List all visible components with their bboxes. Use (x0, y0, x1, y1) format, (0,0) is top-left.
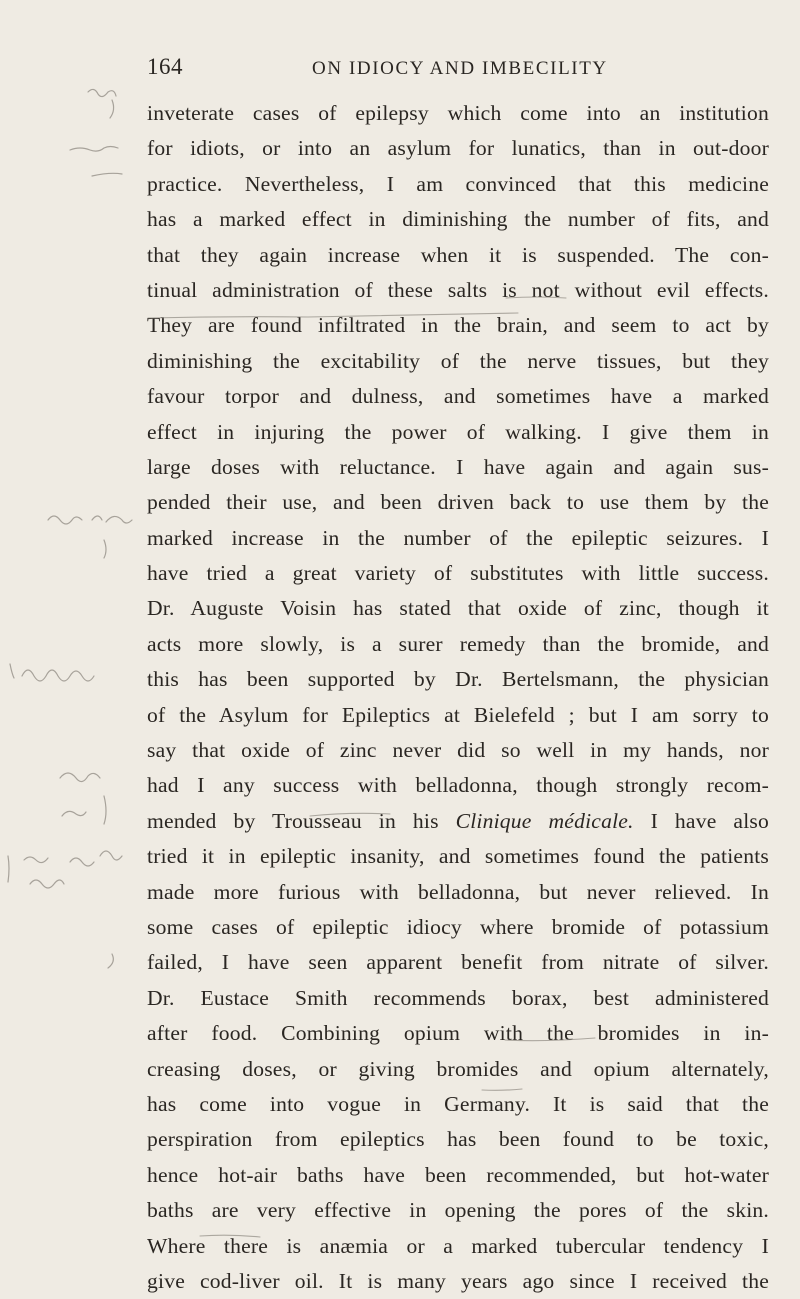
text-line: of the Asylum for Epileptics at Bielefeld ; but I am sorry to (147, 702, 769, 727)
text-line: have tried a great variety of substitutes with little success. (147, 561, 769, 586)
text-line: tried it in epileptic insanity, and sometimes found the patients (147, 844, 769, 869)
text-segment: I have also (633, 808, 769, 833)
text-line: after food. Combining opium with the bromides in in- (147, 1021, 769, 1046)
text-line: effect in injuring the power of walking. I give them in (147, 419, 769, 444)
text-line: give cod-liver oil. It is many years ago since I received the (147, 1268, 769, 1293)
running-title: ON IDIOCY AND IMBECILITY (312, 58, 608, 79)
page-number: 164 (147, 54, 183, 79)
text-line: large doses with reluctance. I have again and again sus- (147, 454, 769, 479)
text-line: for idiots, or into an asylum for lunatics, than in out-door (147, 136, 769, 161)
text-line: baths are very effective in opening the pores of the skin. (147, 1198, 769, 1223)
text-line-with-italic (147, 804, 769, 839)
text-line: that they again increase when it is suspended. The con- (147, 242, 769, 267)
text-segment: mended by Trousseau in his (147, 808, 456, 833)
text-line: practice. Nevertheless, I am convinced that this medicine (147, 171, 769, 196)
text-line: creasing doses, or giving bromides and opium alternately, (147, 1056, 769, 1081)
text-line: acts more slowly, is a surer remedy than the bromide, and (147, 631, 769, 656)
text-line: failed, I have seen apparent benefit from nitrate of silver. (147, 950, 769, 975)
text-line: pended their use, and been driven back to use them by the (147, 490, 769, 515)
text-line: favour torpor and dulness, and sometimes have a marked (147, 384, 769, 409)
text-line: had I any success with belladonna, though strongly recom- (147, 773, 769, 798)
text-line: Dr. Auguste Voisin has stated that oxide of zinc, though it (147, 596, 769, 621)
text-line: has a marked effect in diminishing the number of fits, and (147, 207, 769, 232)
book-title-italic: Clinique médicale. (455, 808, 634, 833)
text-line: hence hot-air baths have been recommended, but hot-water (147, 1162, 769, 1187)
text-line: this has been supported by Dr. Bertelsmann, the physician (147, 667, 769, 692)
text-line: marked increase in the number of the epileptic seizures. I (147, 525, 769, 550)
text-line: has come into vogue in Germany. It is said that the (147, 1091, 769, 1116)
text-line: inveterate cases of epilepsy which come into an institution (147, 101, 769, 125)
body-text (147, 96, 769, 1299)
text-line: made more furious with belladonna, but never relieved. In (147, 879, 769, 904)
text-line: They are found infiltrated in the brain, and seem to act by (147, 313, 769, 338)
pencil-marginalia (0, 0, 140, 1245)
text-line: perspiration from epileptics has been found to be toxic, (147, 1127, 769, 1152)
text-line: Where there is anæmia or a marked tubercular tendency I (147, 1233, 769, 1258)
text-line: Dr. Eustace Smith recommends borax, best administered (147, 985, 769, 1010)
running-head (147, 54, 767, 84)
text-line: tinual administration of these salts is not without evil effects. (147, 277, 769, 302)
text-line: some cases of epileptic idiocy where bromide of potassium (147, 914, 769, 939)
text-line: diminishing the excitability of the nerve tissues, but they (147, 348, 769, 373)
text-line: say that oxide of zinc never did so well in my hands, nor (147, 738, 769, 763)
